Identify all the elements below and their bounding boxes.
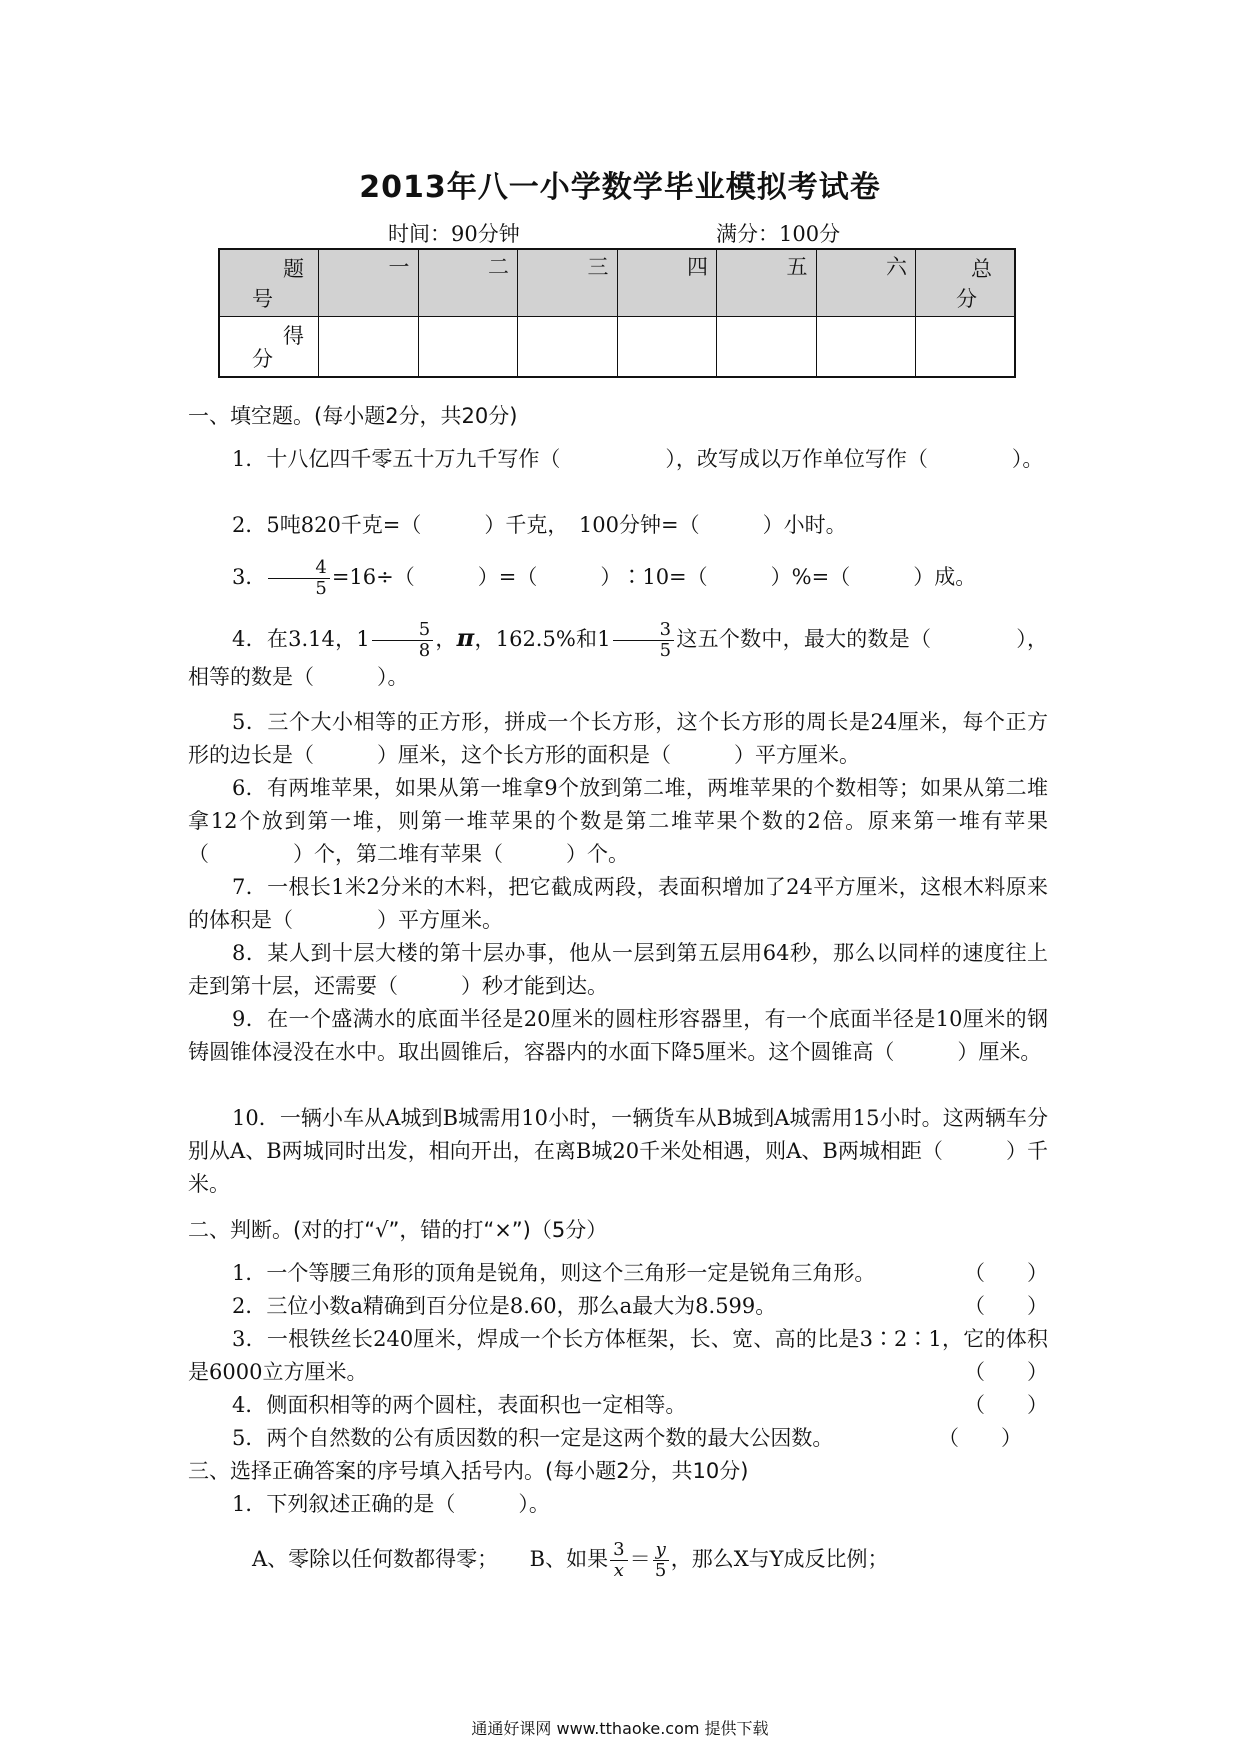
time-limit: 时间：90分钟 <box>388 222 520 246</box>
judge-item-4: 4．侧面积相等的两个圆柱，表面积也一定相等。 （ ） <box>188 1389 1048 1422</box>
section-3-heading: 三、选择正确答案的序号填入括号内。(每小题2分，共10分) <box>188 1459 749 1483</box>
column-header-2: 二 <box>418 249 518 317</box>
column-header-3: 三 <box>518 249 618 317</box>
exam-title: 2013年八一小学数学毕业模拟考试卷 <box>359 170 881 205</box>
question-1-5: 5．三个大小相等的正方形，拼成一个长方形，这个长方形的周长是24厘米，每个正方形的边长是（ ）厘米，这个长方形的面积是（ ）平方厘米。 <box>188 710 1048 767</box>
score-table-score-row <box>219 317 1015 378</box>
full-score: 满分：100分 <box>716 222 841 246</box>
question-1-4: 4．在3.14，1 $\frac{5}{8}$ ，π，162.5%和1 $\frac{3}{5}$ 这五个数中，最大的数是（ ），相等的数是（ ）。 <box>188 619 1049 689</box>
score-cell[interactable] <box>717 317 817 378</box>
score-cell[interactable] <box>816 317 916 378</box>
option-b: B、如果 $\frac{3}{x}$ ＝ $\frac{y}{5}$ ，那么X与Y成反比例； <box>529 1539 889 1581</box>
total-score-cell[interactable] <box>916 317 1016 378</box>
question-1-6: 6．有两堆苹果，如果从第一堆拿9个放到第二堆，两堆苹果的个数相等；如果从第二堆拿12个放到第一堆，则第一堆苹果的个数是第二堆苹果个数的2倍。原来第一堆有苹果（ ）个，第二堆有苹果（ ）个。 <box>188 776 1048 866</box>
judge-item-2: 2．三位小数a精确到百分位是8.60，那么a最大为8.599。 （ ） <box>188 1290 1048 1323</box>
score-cell[interactable] <box>418 317 518 378</box>
fraction: $\frac{y}{5}$ <box>653 1540 669 1581</box>
fraction: $\frac{3}{x}$ <box>610 1540 627 1581</box>
question-1-8: 8．某人到十层大楼的第十层办事，他从一层到第五层用64秒，那么以同样的速度往上走到第十层，还需要（ ）秒才能到达。 <box>188 941 1048 998</box>
score-cell[interactable] <box>319 317 419 378</box>
score-label: 得 分 <box>219 317 319 378</box>
answer-bracket[interactable]: （ ） <box>964 1360 1048 1384</box>
judge-item-5: 5．两个自然数的公有质因数的积一定是这两个数的最大公因数。 （ ） <box>188 1422 1048 1455</box>
judge-item-3: 3．一根铁丝长240厘米，焊成一个长方体框架，长、宽、高的比是3∶2∶1，它的体积是6000立方厘米。 （ ） <box>188 1323 1048 1389</box>
score-cell[interactable] <box>518 317 618 378</box>
question-1-7: 7．一根长1米2分米的木料，把它截成两段，表面积增加了24平方厘米，这根木料原来的体积是（ ）平方厘米。 <box>188 875 1048 932</box>
question-number-label: 题 号 <box>219 249 319 317</box>
fraction: $\frac{5}{8}$ <box>372 620 433 661</box>
judge-item-1: 1．一个等腰三角形的顶角是锐角，则这个三角形一定是锐角三角形。 （ ） <box>188 1257 1048 1290</box>
question-1-9: 9．在一个盛满水的底面半径是20厘米的圆柱形容器里，有一个底面半径是10厘米的钢铸圆锥体浸没在水中。取出圆锥后，容器内的水面下降5厘米。这个圆锥高（ ）厘米。 <box>188 1007 1048 1064</box>
choice-options <box>252 1540 1032 1581</box>
column-header-6: 六 <box>816 249 916 317</box>
question-1-3: 3． $\frac{4}{5}$ =16÷（ ）=（ ）∶10=（ ）%=（ ）成。 <box>232 557 977 599</box>
question-1-2: 2．5吨820千克=（ ）千克， 100分钟=（ ）小时。 <box>232 513 847 537</box>
footer-source: 通通好课网 www.tthaoke.com 提供下载 <box>471 1719 769 1738</box>
question-1-1: 1．十八亿四千零五十万九千写作（ ），改写成以万作单位写作（ ）。 <box>232 447 1044 471</box>
score-table-header-row <box>219 249 1015 317</box>
column-header-4: 四 <box>617 249 717 317</box>
fraction: $\frac{4}{5}$ <box>268 558 329 599</box>
choice-question-1: 1．下列叙述正确的是（ ）。 <box>232 1492 550 1516</box>
answer-bracket[interactable]: （ ） <box>964 1294 1048 1318</box>
fraction: $\frac{3}{5}$ <box>613 620 674 661</box>
column-header-1: 一 <box>319 249 419 317</box>
total-score-label: 总 分 <box>916 249 1016 317</box>
question-1-10: 10．一辆小车从A城到B城需用10小时，一辆货车从B城到A城需用15小时。这两辆车分别从A、B两城同时出发，相向开出，在离B城20千米处相遇，则A、B两城相距（ ）千米。 <box>188 1106 1048 1196</box>
pi-symbol: π <box>456 623 475 652</box>
answer-bracket[interactable]: （ ） <box>964 1393 1048 1417</box>
section-2-heading: 二、判断。(对的打“√”，错的打“×”)（5分） <box>188 1218 608 1242</box>
answer-bracket[interactable]: （ ） <box>964 1261 1048 1285</box>
column-header-5: 五 <box>717 249 817 317</box>
score-table <box>218 248 1016 378</box>
answer-bracket[interactable]: （ ） <box>938 1426 1022 1450</box>
score-cell[interactable] <box>617 317 717 378</box>
section-1-heading: 一、填空题。(每小题2分，共20分) <box>188 404 518 428</box>
option-a: A、零除以任何数都得零； <box>252 1547 488 1571</box>
